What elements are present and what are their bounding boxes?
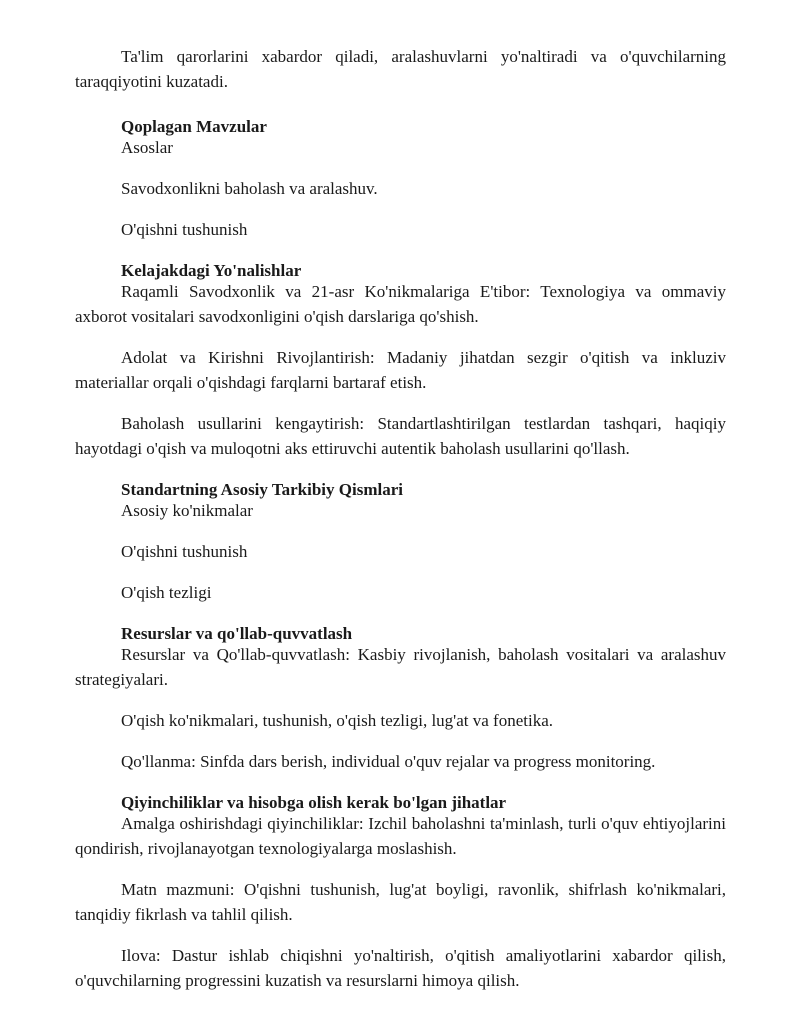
key-components-paragraph: O'qish tezligi <box>121 583 212 602</box>
topics-paragraph: Savodxonlikni baholash va aralashuv. <box>121 179 378 198</box>
resources-paragraph: O'qish ko'nikmalari, tushunish, o'qish tezligi, lug'at va fonetika. <box>121 711 553 730</box>
challenges-paragraph: Ilova: Dastur ishlab chiqishni yo'naltirish, o'qitish amaliyotlarini xabardor qilish, o'quvchilarning progressini kuzatish va resurslarni himoya qilish. <box>75 946 726 990</box>
section-heading-key-components: Standartning Asosiy Tarkibiy Qismlari <box>121 480 403 499</box>
intro-paragraph: Ta'lim qarorlarini xabardor qiladi, aralashuvlarni yo'naltiradi va o'quvchilarning taraqqiyotini kuzatadi. <box>75 47 726 91</box>
section-heading-challenges: Qiyinchiliklar va hisobga olish kerak bo'lgan jihatlar <box>121 793 507 812</box>
document-page <box>75 44 726 993</box>
challenges-paragraph: Amalga oshirishdagi qiyinchiliklar: Izchil baholashni ta'minlash, turli o'quv ehtiyojlarini qondirish, rivojlanayotgan texnologiyalarga moslashish. <box>75 814 726 858</box>
section-heading-future-directions: Kelajakdagi Yo'nalishlar <box>121 261 302 280</box>
topics-paragraph: Asoslar <box>121 138 173 157</box>
challenges-paragraph: Matn mazmuni: O'qishni tushunish, lug'at boyligi, ravonlik, shifrlash ko'nikmalari, tanqidiy fikrlash va tahlil qilish. <box>75 880 726 924</box>
section-heading-topics: Qoplagan Mavzular <box>121 117 267 136</box>
future-directions-paragraph: Raqamli Savodxonlik va 21-asr Ko'nikmalariga E'tibor: Texnologiya va ommaviy axborot vositalari savodxonligini o'qish darslariga qo'shish. <box>75 282 726 326</box>
future-directions-paragraph: Baholash usullarini kengaytirish: Standartlashtirilgan testlardan tashqari, haqiqiy hayotdagi o'qish va muloqotni aks ettiruvchi autentik baholash usullarini qo'llash. <box>75 414 726 458</box>
future-directions-paragraph: Adolat va Kirishni Rivojlantirish: Madaniy jihatdan sezgir o'qitish va inkluziv materiallar orqali o'qishdagi farqlarni bartaraf etish. <box>75 348 726 392</box>
key-components-paragraph: Asosiy ko'nikmalar <box>121 501 253 520</box>
section-heading-resources: Resurslar va qo'llab-quvvatlash <box>121 624 353 643</box>
topics-paragraph: O'qishni tushunish <box>121 220 248 239</box>
resources-paragraph: Qo'llanma: Sinfda dars berish, individual o'quv rejalar va progress monitoring. <box>121 752 656 771</box>
key-components-paragraph: O'qishni tushunish <box>121 542 248 561</box>
resources-paragraph: Resurslar va Qo'llab-quvvatlash: Kasbiy rivojlanish, baholash vositalari va aralashuv strategiyalari. <box>75 645 726 689</box>
